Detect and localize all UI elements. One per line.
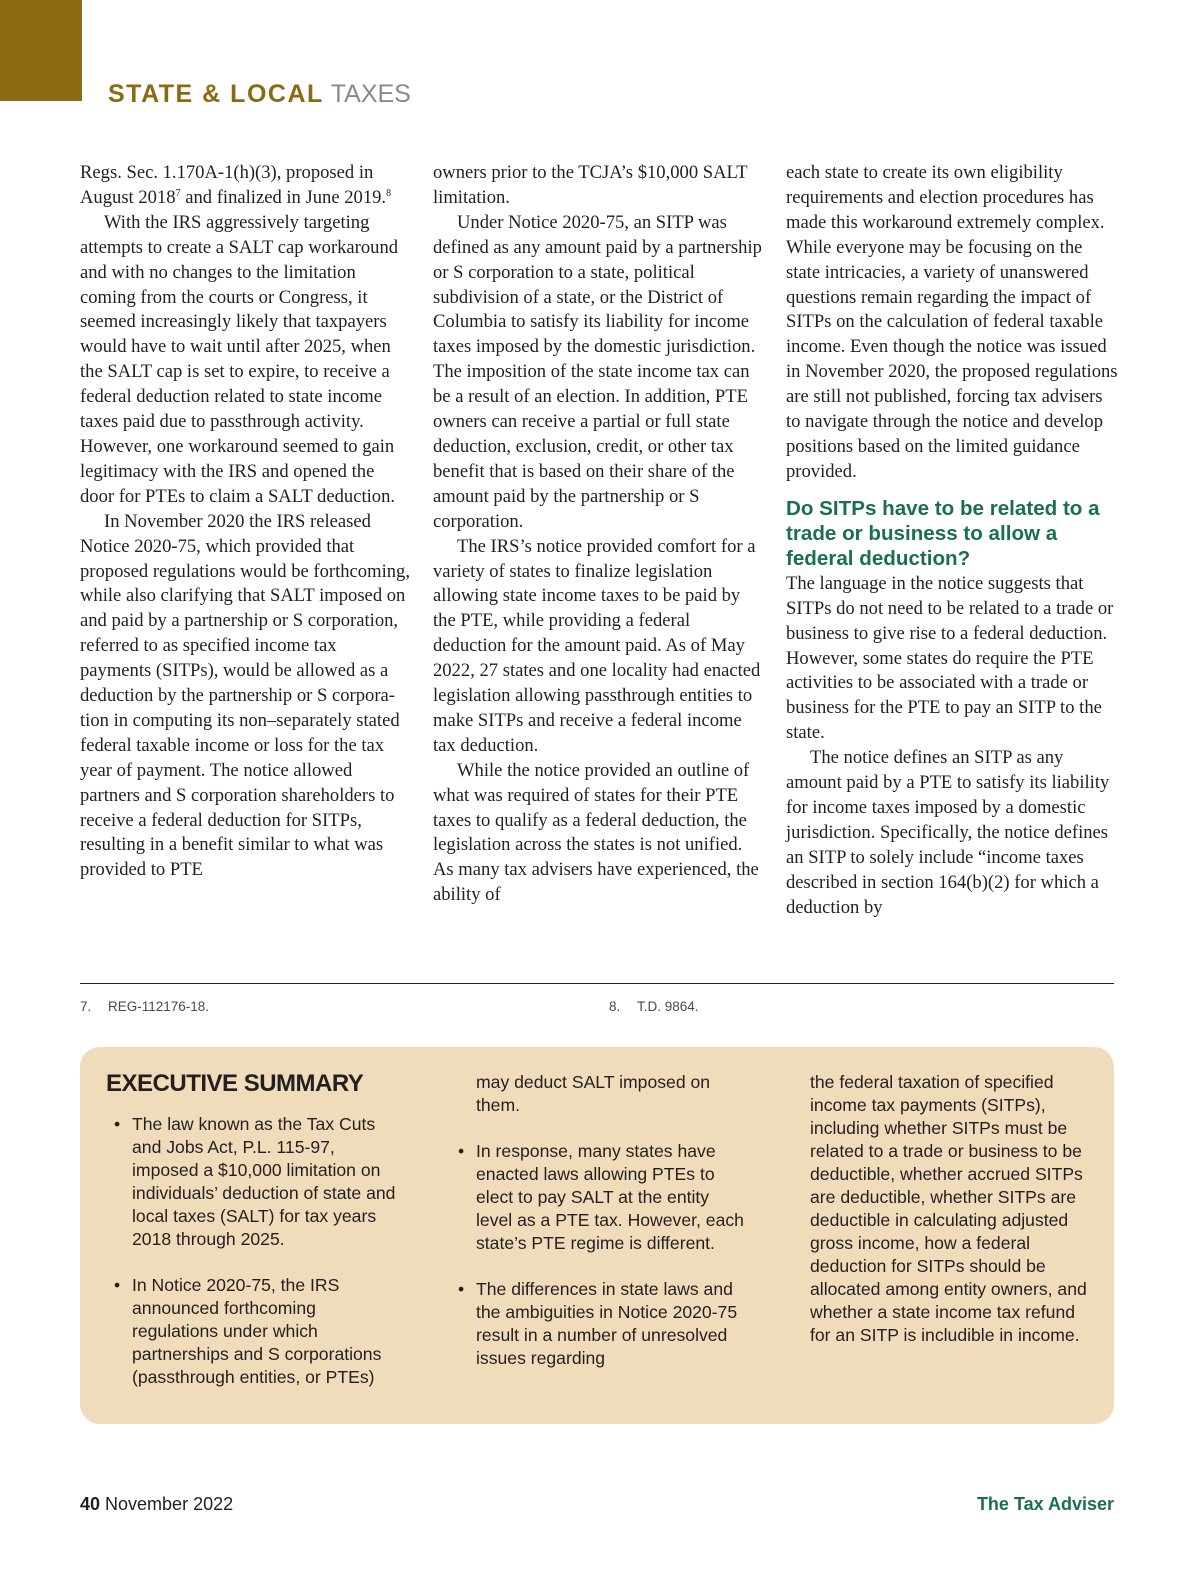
bullet-icon: • bbox=[458, 1141, 465, 1161]
summary-bullet-text: In Notice 2020-75, the IRS announced forthcoming regulations under which partnerships and S corporations (passthrough entities, or PTEs) bbox=[132, 1275, 382, 1387]
page-footer bbox=[80, 1494, 1114, 1518]
article-subheading: Do SITPs have to be related to a trade or business to allow a federal deduction? bbox=[786, 496, 1100, 570]
article-column-2 bbox=[433, 161, 765, 908]
issue-date: November 2022 bbox=[105, 1494, 234, 1514]
paragraph-text: Regs. Sec. 1.170A-1(h)(3), proposed in August 2018 bbox=[80, 162, 374, 208]
publication-name: The Tax Adviser bbox=[976, 1494, 1114, 1514]
article-column-1 bbox=[80, 161, 412, 883]
summary-list bbox=[450, 1140, 750, 1370]
bullet-icon: • bbox=[114, 1275, 121, 1295]
footnote-divider bbox=[80, 983, 1114, 984]
paragraph bbox=[80, 161, 412, 211]
summary-bullet bbox=[450, 1140, 750, 1255]
section-header-light: TAXES bbox=[330, 80, 411, 108]
summary-bullet bbox=[106, 1274, 406, 1389]
footnote-ref-7[interactable]: 7 bbox=[175, 187, 181, 199]
section-color-block bbox=[0, 0, 82, 101]
footnote-number: 8. bbox=[609, 999, 621, 1014]
footnote-8 bbox=[609, 999, 699, 1014]
paragraph: With the IRS aggressively targeting attempts to create a SALT cap workaround and with no changes to the limitation coming from the courts or Congress, it seemed increasingly likely that taxpayers would have to wait until after 2025, when the SALT cap is set to expire, to receive a federal deduction related to state income taxes paid due to passthrough activity. However, one workaround seemed to gain legitimacy with the IRS and opened the door for PTEs to claim a SALT deduction. bbox=[80, 211, 399, 507]
section-header bbox=[108, 78, 411, 110]
summary-bullet-text: The law known as the Tax Cuts and Jobs Act, P.L. 115-97, imposed a $10,000 limitation on individuals’ deduction of state and local taxes (SALT) for tax years 2018 through 2025. bbox=[132, 1114, 396, 1249]
summary-bullet bbox=[450, 1278, 750, 1370]
summary-column-2 bbox=[450, 1071, 750, 1393]
footer-left bbox=[80, 1494, 233, 1515]
paragraph-text: and finalized in June 2019. bbox=[180, 186, 387, 208]
summary-column-3 bbox=[784, 1071, 1094, 1370]
article-column-3 bbox=[786, 161, 1118, 920]
footnote-text: T.D. 9864. bbox=[637, 999, 699, 1014]
footnote-text: REG-112176-18. bbox=[108, 999, 210, 1014]
paragraph: The IRS’s notice provided comfort for a variety of states to finalize legislation allowing state income taxes to be paid by the PTE, while providing a federal deduction for the amount paid. As of May 2022, 27 states and one locality had enacted legislation allowing passthrough entities to make SITPs and receive a federal income tax deduction. bbox=[433, 535, 761, 756]
paragraph: The language in the notice suggests that SITPs do not need to be related to a trade or business to give rise to a federal deduction. However, some states do require the PTE activities to be associated with a trade or business for the PTE to pay an SITP to the state. bbox=[786, 572, 1114, 744]
summary-bullet bbox=[106, 1113, 406, 1251]
summary-column-1 bbox=[106, 1069, 406, 1412]
paragraph: In November 2020 the IRS released Notice 2020-75, which provided that proposed regulations would be forthcoming, while also clarifying that SALT imposed on and paid by a partnership or S corporation, referred to as specified income tax payments (SITPs), would be allowed as a deduction by the partnership or S corporation in computing its non–separately stated federal taxable income or loss for the tax year of payment. The notice allowed partners and S corporation shareholders to receive a federal deduction for SITPs, resulting in a benefit similar to what was provided to PTE bbox=[80, 510, 410, 881]
paragraph: The notice defines an SITP as any amount paid by a PTE to satisfy its liability for income taxes imposed by a domestic jurisdiction. Specifically, the notice defines an SITP to solely include “income taxes described in section 164(b)(2) for which a deduction by bbox=[786, 747, 1110, 918]
paragraph: Under Notice 2020-75, an SITP was defined as any amount paid by a partnership or S corporation to a state, political subdivision of a state, or the District of Columbia to satisfy its liability for income taxes imposed by the domestic jurisdiction. The imposition of the state income tax can be a result of an election. In addition, PTE owners can receive a partial or full state deduction, exclusion, credit, or other tax benefit that is based on their share of the amount paid by the partnership or S corporation. bbox=[433, 211, 762, 532]
page-number: 40 bbox=[80, 1494, 101, 1514]
bullet-icon: • bbox=[114, 1114, 121, 1134]
summary-bullet-text: In response, many states have enacted laws allowing PTEs to elect to pay SALT at the entity level as a PTE tax. However, each state’s PTE regime is different. bbox=[476, 1141, 744, 1253]
summary-bullet-text: The differences in state laws and the ambiguities in Notice 2020-75 result in a number of unresolved issues regarding bbox=[476, 1279, 738, 1368]
paragraph: owners prior to the TCJA’s $10,000 SALT limitation. bbox=[433, 162, 748, 208]
footnote-ref-8[interactable]: 8 bbox=[386, 187, 392, 199]
section-header-strong: STATE & LOCAL bbox=[108, 80, 324, 108]
executive-summary-box bbox=[80, 1047, 1114, 1424]
paragraph: each state to create its own eligibility requirements and election procedures has made this workaround extremely complex. While everyone may be focusing on the state intricacies, a variety of unanswered questions remain regarding the impact of SITPs on the calculation of federal taxable income. Even though the notice was issued in November 2020, the proposed regulations are still not published, forcing tax advisers to navigate through the notice and develop positions based on the limited guidance provided. bbox=[786, 162, 1118, 482]
footnote-7 bbox=[80, 999, 209, 1014]
executive-summary-title: EXECUTIVE SUMMARY bbox=[106, 1070, 364, 1097]
footnote-number: 7. bbox=[80, 999, 92, 1014]
summary-bullet-continuation: the federal taxation of specified income tax payments (SITPs), including whether SITPs must be related to a trade or business to be deductible, whether accrued SITPs are deductible, whether SITPs are deductible in calculating adjusted gross income, how a federal deduction for SITPs should be allocated among entity owners, and whether a state income tax refund for an SITP is includible in income. bbox=[810, 1072, 1087, 1345]
bullet-icon: • bbox=[458, 1279, 465, 1299]
summary-bullet-continuation: may deduct SALT imposed on them. bbox=[476, 1072, 711, 1115]
paragraph: While the notice provided an outline of what was required of states for their PTE taxes to qualify as a federal deduction, the legislation across the states is not unified. As many tax advisers have experienced, the ability of bbox=[433, 759, 759, 906]
summary-list bbox=[106, 1113, 406, 1389]
